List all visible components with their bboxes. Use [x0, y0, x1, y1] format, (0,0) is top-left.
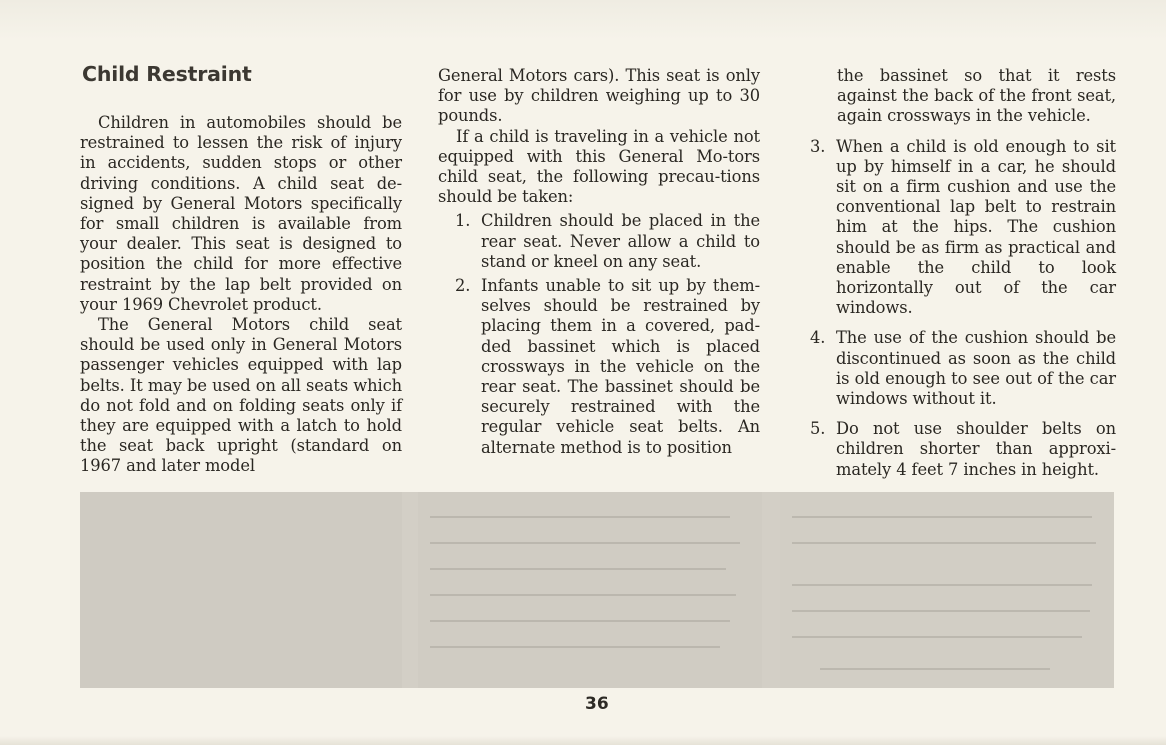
list-item: [810, 419, 1116, 480]
paragraph: The General Motors child seat should be used only in General Motors passenger vehicles equipped with lap belts. It may be used on all seats which do not fold and on folding seats only if they are equipped with a latch to hold the seat back upright (standard on 1967 and later model: [80, 315, 402, 476]
list-text: When a child is old enough to sit up by himself in a car, he should sit on a firm cushion and use the conventional lap belt to restrain him at the hips. The cushion should be as firm as practical and enable the child to look horizontally out of the car windows.: [836, 136, 1116, 318]
list-text: Do not use shoulder belts on children shorter than approxi-mately 4 feet 7 inches in height.: [836, 419, 1116, 479]
list-text: Infants unable to sit up by them-selves should be restrained by placing them in a covered, pad-ded bassinet which is placed crossways in the vehicle on the rear seat. The bassinet should be securely restrained with the regular vehicle seat belts. An alternate method is to position: [481, 276, 760, 457]
list-item: [810, 137, 1116, 319]
list-number: 2.: [455, 276, 471, 296]
precaution-list: [455, 211, 760, 457]
bleed-block: [780, 492, 1114, 688]
paragraph: If a child is traveling in a vehicle not equipped with this General Mo-tors child seat, the following precau-tions should be taken:: [438, 126, 760, 207]
page-bottom-shade: [0, 736, 1166, 745]
bleed-line: [430, 568, 726, 570]
list-number: 1.: [455, 211, 471, 231]
paragraph: Children in automobiles should be restrained to lessen the risk of injury in accidents, sudden stops or other driving conditions. A child seat de-signed by General Motors specifically for small children is available from your dealer. This seat is designed to position the child for more effective restraint by the lap belt provided on your 1969 Chevrolet product.: [80, 113, 402, 314]
precaution-list: [810, 137, 1116, 480]
bleed-line: [430, 542, 740, 544]
text-column-1: [80, 113, 402, 477]
bleed-line: [430, 646, 720, 648]
section-heading: Child Restraint: [82, 62, 252, 86]
page-top-shade: [0, 0, 1166, 40]
bleed-line: [430, 620, 730, 622]
bleed-line: [792, 636, 1082, 638]
bleed-line: [430, 516, 730, 518]
bleed-line: [820, 668, 1050, 670]
bleed-line: [792, 542, 1096, 544]
bleed-block: [80, 492, 402, 688]
bleed-block: [418, 492, 762, 688]
bleed-line: [792, 610, 1090, 612]
bleed-line: [792, 584, 1092, 586]
list-number: 3.: [810, 136, 826, 156]
bleed-line: [430, 594, 736, 596]
list-number: 5.: [810, 419, 826, 439]
paragraph: General Motors cars). This seat is only for use by children weighing up to 30 pounds.: [438, 66, 760, 126]
text-column-3: [810, 66, 1116, 480]
list-text: The use of the cushion should be discontinued as soon as the child is old enough to see out of the car windows without it.: [836, 328, 1116, 409]
page-number: 36: [585, 694, 609, 714]
list-text: Children should be placed in the rear seat. Never allow a child to stand or kneel on any seat.: [481, 211, 760, 271]
bleed-through-area: [80, 492, 1114, 688]
list-item: [455, 276, 760, 458]
list-item: [455, 211, 760, 272]
bleed-line: [792, 516, 1092, 518]
list-number: 4.: [810, 328, 826, 348]
list-item: [810, 328, 1116, 409]
paragraph: the bassinet so that it rests against the back of the front seat, again crossways in the vehicle.: [837, 66, 1116, 126]
text-column-2: [438, 66, 760, 458]
